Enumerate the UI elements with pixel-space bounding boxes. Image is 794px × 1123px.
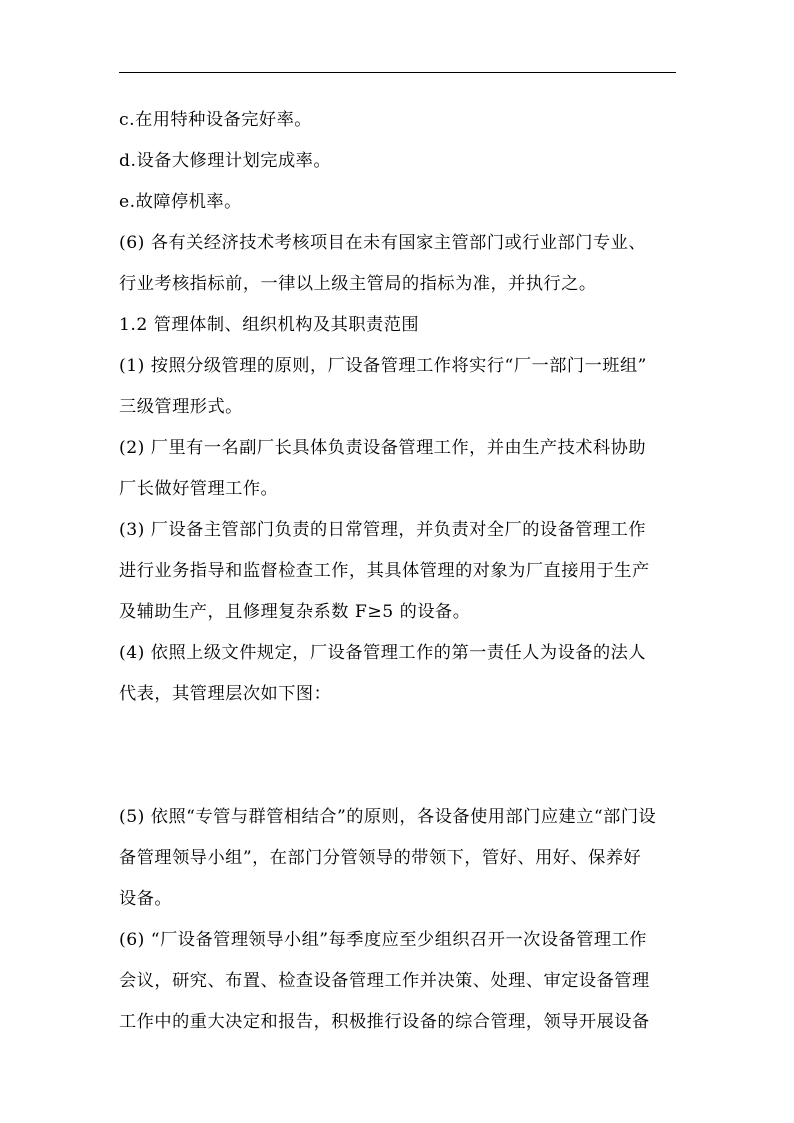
text-line-e: e.故障停机率。 [119, 192, 242, 212]
figure-gap [119, 715, 679, 797]
text-line-item-5b: 备管理领导小组”，在部门分管领导的带领下，管好、用好、保养好 [119, 848, 642, 868]
text-line-item-3b: 进行业务指导和监督检查工作，其具体管理的对象为厂直接用于生产 [119, 561, 650, 581]
text-line-item-1a: (1) 按照分级管理的原则，厂设备管理工作将实行“厂一部门一班组” [119, 356, 647, 376]
document-body [119, 100, 679, 1043]
header-rule [119, 72, 676, 73]
text-line-item-3a: (3) 厂设备主管部门负责的日常管理，并负责对全厂的设备管理工作 [119, 520, 647, 540]
text-line-item-2a: (2) 厂里有一名副厂长具体负责设备管理工作，并由生产技术科协助 [119, 438, 647, 458]
text-line-item-6-second-a: (6) “厂设备管理领导小组”每季度应至少组织召开一次设备管理工作 [119, 930, 647, 950]
text-line-item-6-second-c: 工作中的重大决定和报告，积极推行设备的综合管理，领导开展设备 [119, 1012, 650, 1032]
text-line-c: c.在用特种设备完好率。 [119, 110, 312, 130]
text-line-item-4a: (4) 依照上级文件规定，厂设备管理工作的第一责任人为设备的法人 [119, 643, 647, 663]
text-line-item-6a: (6) 各有关经济技术考核项目在未有国家主管部门或行业部门专业、 [119, 233, 647, 253]
text-line-item-5a: (5) 依照“专管与群管相结合”的原则，各设备使用部门应建立“部门设 [119, 807, 657, 827]
text-line-item-4b: 代表，其管理层次如下图： [119, 684, 332, 704]
text-line-item-3c: 及辅助生产，且修理复杂系数 F≥5 的设备。 [119, 602, 471, 622]
text-line-item-1b: 三级管理形式。 [119, 397, 243, 417]
text-line-d: d.设备大修理计划完成率。 [119, 151, 332, 171]
text-line-item-2b: 厂长做好管理工作。 [119, 479, 279, 499]
text-line-item-6-second-b: 会议，研究、布置、检查设备管理工作并决策、处理、审定设备管理 [119, 971, 650, 991]
text-line-item-6b: 行业考核指标前，一律以上级主管局的指标为准，并执行之。 [119, 274, 597, 294]
section-heading-1-2: 1.2 管理体制、组织机构及其职责范围 [119, 315, 420, 335]
text-line-item-5c: 设备。 [119, 889, 173, 909]
